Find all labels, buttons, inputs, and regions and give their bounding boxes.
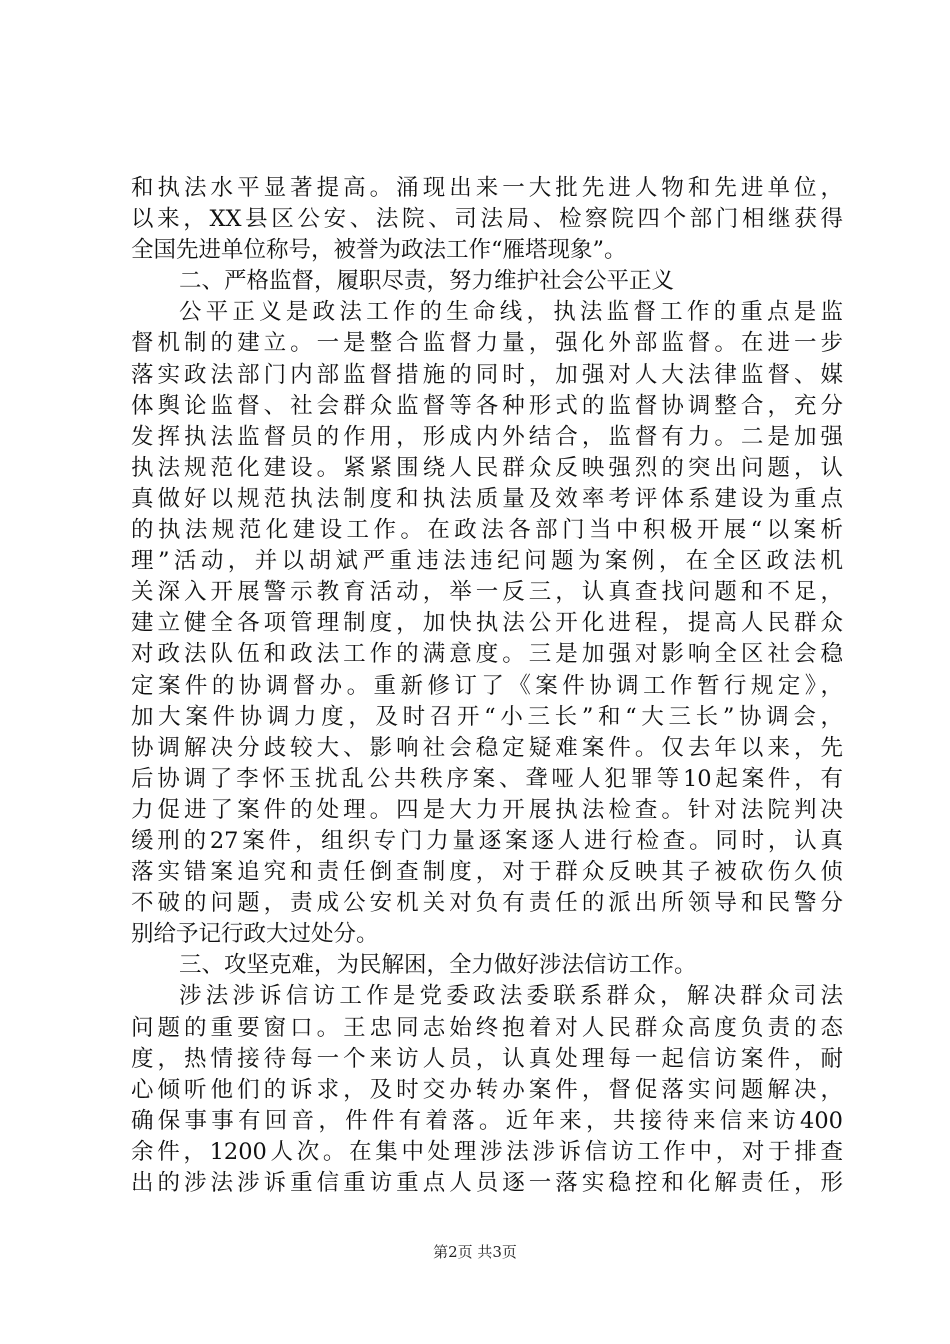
text-line: 发挥执法监督员的作用，形成内外结合，监督有力。二是加强 [131, 423, 843, 450]
text-line: 力促进了案件的处理。四是大力开展执法检查。针对法院判决 [131, 796, 843, 823]
text-line: 对政法队伍和政法工作的满意度。三是加强对影响全区社会稳 [131, 641, 843, 668]
text-line: 涉法涉诉信访工作是党委政法委联系群众，解决群众司法 [179, 983, 843, 1010]
text-line: 落实错案追究和责任倒查制度，对于群众反映其子被砍伤久侦 [131, 859, 843, 886]
text-line: 的执法规范化建设工作。在政法各部门当中积极开展“以案析 [131, 517, 843, 544]
text-line: 不破的问题，责成公安机关对负有责任的派出所领导和民警分 [131, 890, 843, 917]
text-line: 以来，XX县区公安、法院、司法局、检察院四个部门相继获得 [131, 206, 843, 233]
text-line: 后协调了李怀玉扰乱公共秩序案、聋哑人犯罪等10起案件，有 [131, 765, 843, 792]
text-line: 落实政法部门内部监督措施的同时，加强对人大法律监督、媒 [131, 361, 843, 388]
text-line: 体舆论监督、社会群众监督等各种形式的监督协调整合，充分 [131, 392, 843, 419]
text-line: 全国先进单位称号，被誉为政法工作“雁塔现象”。 [131, 237, 627, 264]
text-line: 加大案件协调力度，及时召开“小三长”和“大三长”协调会， [131, 703, 843, 730]
text-line: 三、攻坚克难，为民解困，全力做好涉法信访工作。 [179, 952, 697, 979]
text-line: 建立健全各项管理制度，加快执法公开化进程，提高人民群众 [131, 610, 843, 637]
text-line: 心倾听他们的诉求，及时交办转办案件，督促落实问题解决， [131, 1076, 843, 1103]
text-line: 和执法水平显著提高。涌现出来一大批先进人物和先进单位， [131, 175, 843, 201]
document-body [131, 173, 843, 1199]
text-line: 缓刑的27案件，组织专门力量逐案逐人进行检查。同时，认真 [131, 827, 843, 854]
text-line: 别给予记行政大过处分。 [131, 921, 379, 948]
text-line: 理”活动，并以胡斌严重违法违纪问题为案例，在全区政法机 [131, 548, 843, 575]
text-line: 问题的重要窗口。王忠同志始终抱着对人民群众高度负责的态 [131, 1014, 843, 1041]
text-line: 定案件的协调督办。重新修订了《案件协调工作暂行规定》， [131, 672, 843, 699]
text-line: 二、严格监督，履职尽责，努力维护社会公平正义 [179, 268, 675, 295]
text-line: 确保事事有回音，件件有着落。近年来，共接待来信来访400 [131, 1107, 843, 1134]
text-line: 真做好以规范执法制度和执法质量及效率考评体系建设为重点 [131, 485, 843, 512]
text-line: 度，热情接待每一个来访人员，认真处理每一起信访案件，耐 [131, 1045, 843, 1072]
text-line: 余件，1200人次。在集中处理涉法涉诉信访工作中，对于排查 [131, 1138, 843, 1165]
text-line: 出的涉法涉诉重信重访重点人员逐一落实稳控和化解责任，形 [131, 1170, 843, 1196]
page-number-label: 第2页 共3页 [433, 1243, 517, 1261]
text-line: 公平正义是政法工作的生命线，执法监督工作的重点是监 [179, 299, 843, 326]
text-line: 督机制的建立。一是整合监督力量，强化外部监督。在进一步 [131, 330, 843, 357]
page-footer [0, 1241, 950, 1262]
text-line: 关深入开展警示教育活动，举一反三，认真查找问题和不足， [131, 579, 843, 606]
text-line: 协调解决分歧较大、影响社会稳定疑难案件。仅去年以来，先 [131, 734, 843, 761]
text-line: 执法规范化建设。紧紧围绕人民群众反映强烈的突出问题，认 [131, 454, 843, 481]
